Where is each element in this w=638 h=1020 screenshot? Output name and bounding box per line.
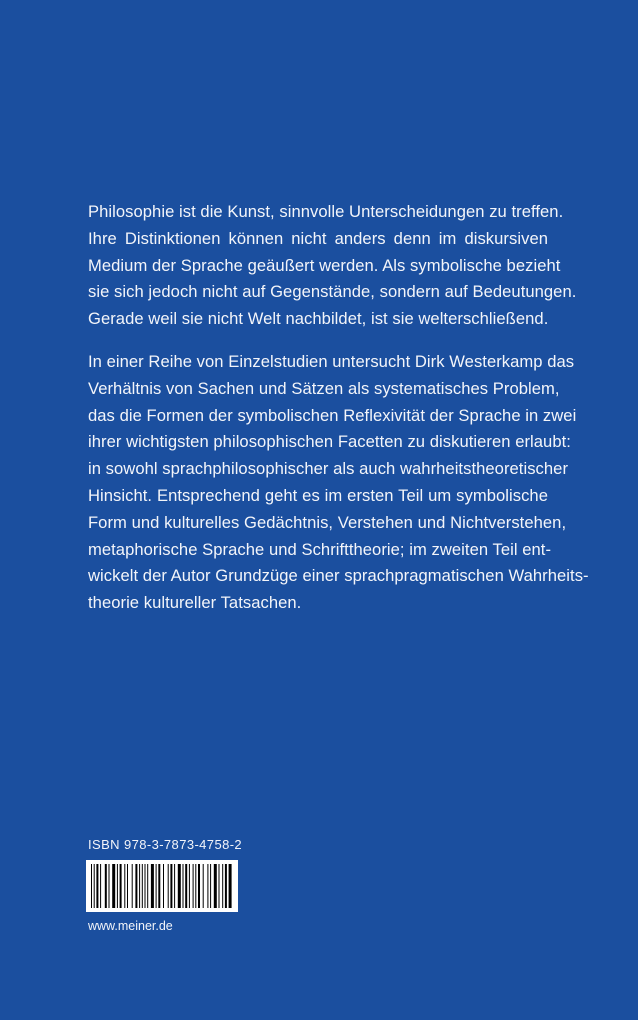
barcode-bar [195,864,196,908]
blurb-line: Verhältnis von Sachen und Sätzen als systematisches Problem, [88,378,560,398]
barcode-bar [124,864,125,908]
blurb-paragraph-2 [88,349,589,617]
barcode-bar [185,864,187,908]
barcode-bar [203,864,204,908]
barcode-bar [100,864,101,908]
barcode-bar [156,864,157,908]
isbn-barcode [86,860,238,912]
blurb-line: das die Formen der symbolischen Reflexivität der Sprache in zwei [88,405,577,425]
barcode-bar [222,864,223,908]
blurb-text [88,199,589,617]
blurb-line: In einer Reihe von Einzelstudien untersucht Dirk Westerkamp das [88,351,575,371]
barcode-bar [174,864,175,908]
blurb-line: Hinsicht. Entsprechend geht es im ersten Teil um symbolische [88,485,548,505]
barcode-bar [210,864,211,908]
barcode-bar [105,864,107,908]
barcode-bar [158,864,160,908]
barcode-bar [151,864,154,908]
barcode-bar [225,864,227,908]
barcode-bar [142,864,143,908]
barcode-bar [170,864,172,908]
barcode-bar [198,864,200,908]
barcode-bar [96,864,98,908]
blurb-line: Ihre Distinktionen können nicht anders denn im diskursiven [88,228,548,248]
barcode-bar [207,864,208,908]
blurb-line: Medium der Sprache geäußert werden. Als symbolische bezieht [88,255,561,275]
blurb-line: Form und kulturelles Gedächtnis, Verstehen und Nichtverstehen, [88,512,567,532]
barcode-bar [127,864,128,908]
barcode-bar [183,864,184,908]
barcode-bar [147,864,148,908]
blurb-paragraph-1 [88,199,577,333]
barcode-bar [229,864,232,908]
blurb-line: Philosophie ist die Kunst, sinnvolle Unterscheidungen zu treffen. [88,202,564,221]
barcode-bar [117,864,118,908]
blurb-line: in sowohl sprachphilosophischer als auch wahrheitstheoretischer [88,459,569,479]
blurb-line: metaphorische Sprache und Schrifttheorie; im zweiten Teil ent- [88,539,552,559]
barcode-bar [135,864,137,908]
barcode-bar [109,864,110,908]
barcode-bar [219,864,220,908]
barcode-bar [145,864,146,908]
publisher-website: www.meiner.de [88,919,173,933]
blurb-line: ihrer wichtigsten philosophischen Facetten zu diskutieren erlaubt: [88,432,571,452]
barcode-bar [120,864,122,908]
barcode-bar [168,864,169,908]
barcode-bar [163,864,164,908]
barcode-bar [193,864,194,908]
isbn-label: ISBN 978-3-7873-4758-2 [88,837,243,852]
barcode-bar [132,864,133,908]
blurb-line: sie sich jedoch nicht auf Gegenstände, sondern auf Bedeutungen. [88,282,577,302]
blurb-line: wickelt der Autor Grundzüge einer sprachpragmatischen Wahrheits- [88,566,589,586]
barcode-bar [94,864,95,908]
barcode-bar [91,864,92,908]
barcode-graphic [89,864,235,908]
barcode-bar [112,864,115,908]
blurb-line: Gerade weil sie nicht Welt nachbildet, ist sie welterschließend. [88,309,549,329]
barcode-bar [214,864,217,908]
barcode-bar [139,864,140,908]
blurb-line: theorie kultureller Tatsachen. [88,593,302,613]
barcode-bar [189,864,190,908]
barcode-bar [178,864,181,908]
